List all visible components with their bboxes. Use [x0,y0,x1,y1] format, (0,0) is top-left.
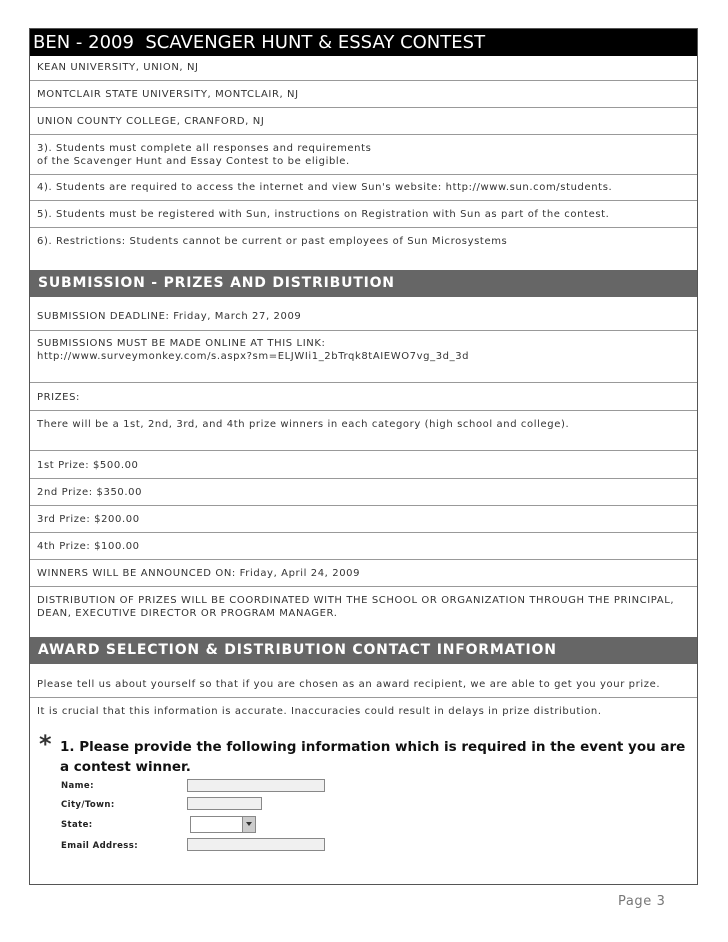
rule-6: 6). Restrictions: Students cannot be current or past employees of Sun Microsystems [37,236,508,247]
award-accuracy-note: It is crucial that this information is accurate. Inaccuracies could result in delays in prize distribution. [37,706,602,717]
divider [30,478,697,479]
divider [30,330,697,331]
rule-3-line-1: 3). Students must complete all responses and requirements [37,143,372,154]
submission-heading: SUBMISSION - PRIZES AND DISTRIBUTION [30,270,697,297]
prizes-label: PRIZES: [37,392,81,403]
rule-5: 5). Students must be registered with Sun, instructions on Registration with Sun as part of the contest. [37,209,610,220]
divider [30,107,697,108]
divider [30,80,697,81]
winners-announcement: WINNERS WILL BE ANNOUNCED ON: Friday, April 24, 2009 [37,568,361,579]
email-input[interactable] [187,838,325,851]
prize-2nd: 2nd Prize: $350.00 [37,487,143,498]
distribution-line-1: DISTRIBUTION OF PRIZES WILL BE COORDINATED WITH THE SCHOOL OR ORGANIZATION THROUGH THE PRINCIPAL, [37,595,675,606]
name-label: Name: [61,781,94,791]
rule-3-line-2: of the Scavenger Hunt and Essay Contest to be eligible. [37,156,350,167]
award-heading: AWARD SELECTION & DISTRIBUTION CONTACT INFORMATION [30,637,697,664]
distribution-line-2: DEAN, EXECUTIVE DIRECTOR OR PROGRAM MANAGER. [37,608,338,619]
divider [30,227,697,228]
email-label: Email Address: [61,841,139,851]
page-title: BEN - 2009 SCAVENGER HUNT & ESSAY CONTEST [30,29,697,56]
divider [30,382,697,383]
submission-link[interactable]: http://www.surveymonkey.com/s.aspx?sm=ELJWIi1_2bTrqk8tAIEWO7vg_3d_3d [37,351,470,362]
divider [30,410,697,411]
state-label: State: [61,820,93,830]
divider [30,559,697,560]
chevron-down-icon[interactable] [242,817,255,832]
prizes-description: There will be a 1st, 2nd, 3rd, and 4th prize winners in each category (high school and college). [37,419,570,430]
award-intro: Please tell us about yourself so that if you are chosen as an award recipient, we are able to get you your prize. [37,679,661,690]
divider [30,450,697,451]
divider [30,586,697,587]
required-asterisk: * [39,730,52,758]
school-union-county: UNION COUNTY COLLEGE, CRANFORD, NJ [37,116,265,127]
divider [30,532,697,533]
state-select[interactable] [190,816,256,833]
divider [30,174,697,175]
submission-online-label: SUBMISSIONS MUST BE MADE ONLINE AT THIS LINK: [37,338,326,349]
city-input[interactable] [187,797,262,810]
page-number: Page 3 [618,894,666,909]
question-text: 1. Please provide the following information which is required in the event you are a contest winner. [60,739,686,775]
prize-4th: 4th Prize: $100.00 [37,541,140,552]
school-montclair: MONTCLAIR STATE UNIVERSITY, MONTCLAIR, NJ [37,89,299,100]
prize-3rd: 3rd Prize: $200.00 [37,514,140,525]
divider [30,200,697,201]
name-input[interactable] [187,779,325,792]
state-select-value [191,825,194,835]
city-label: City/Town: [61,800,115,810]
divider [30,134,697,135]
school-kean: KEAN UNIVERSITY, UNION, NJ [37,62,199,73]
rule-4: 4). Students are required to access the internet and view Sun's website: http://www.sun.com/students. [37,182,613,193]
prize-1st: 1st Prize: $500.00 [37,460,139,471]
submission-deadline: SUBMISSION DEADLINE: Friday, March 27, 2009 [37,311,302,322]
divider [30,505,697,506]
divider [30,697,697,698]
